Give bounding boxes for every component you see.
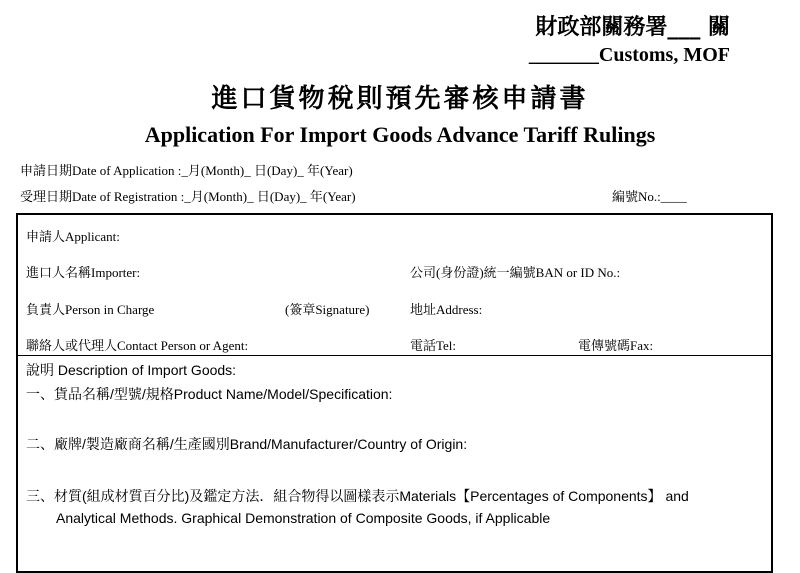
description-item-product-name: 一、貨品名稱/型號/規格Product Name/Model/Specification: bbox=[26, 386, 393, 402]
tel-label: 電話Tel: bbox=[410, 338, 457, 353]
importer-label: 進口人名稱Importer: bbox=[26, 265, 141, 280]
section-divider bbox=[16, 355, 773, 356]
agency-name-en: _______Customs, MOF bbox=[528, 44, 730, 66]
application-date-field: 申請日期Date of Application :_月(Month)_ 日(Day)_ 年(Year) bbox=[20, 163, 353, 178]
description-item-materials-cont: Analytical Methods. Graphical Demonstration of Composite Goods, if Applicable bbox=[56, 510, 551, 526]
agency-name: 財政部關務署___ 關 bbox=[535, 14, 730, 40]
serial-number-field: 編號No.:____ bbox=[612, 189, 687, 204]
description-item-materials: 三、材質(組成材質百分比)及鑑定方法．組合物得以圖樣表示Materials【Percentages of Components】 and bbox=[26, 488, 689, 504]
address-label: 地址Address: bbox=[410, 302, 483, 317]
contact-person-label: 聯絡人或代理人Contact Person or Agent: bbox=[26, 338, 249, 353]
applicant-label: 申請人Applicant: bbox=[26, 229, 120, 244]
form-title-chinese: 進口貨物稅則預先審核申請書 bbox=[211, 84, 589, 114]
form-title-english: Application For Import Goods Advance Tariff Rulings bbox=[144, 122, 656, 147]
ban-label: 公司(身份證)統一編號BAN or ID No.: bbox=[410, 265, 621, 280]
description-item-brand: 二、廠牌/製造廠商名稱/生產國別Brand/Manufacturer/Country of Origin: bbox=[26, 436, 468, 452]
description-heading: 說明 Description of Import Goods: bbox=[26, 362, 237, 378]
person-in-charge-label: 負責人Person in Charge bbox=[26, 302, 155, 317]
registration-date-field: 受理日期Date of Registration :_月(Month)_ 日(Day)_ 年(Year) bbox=[20, 189, 356, 204]
fax-label: 電傳號碼Fax: bbox=[578, 338, 654, 353]
signature-label: (簽章Signature) bbox=[285, 302, 370, 317]
